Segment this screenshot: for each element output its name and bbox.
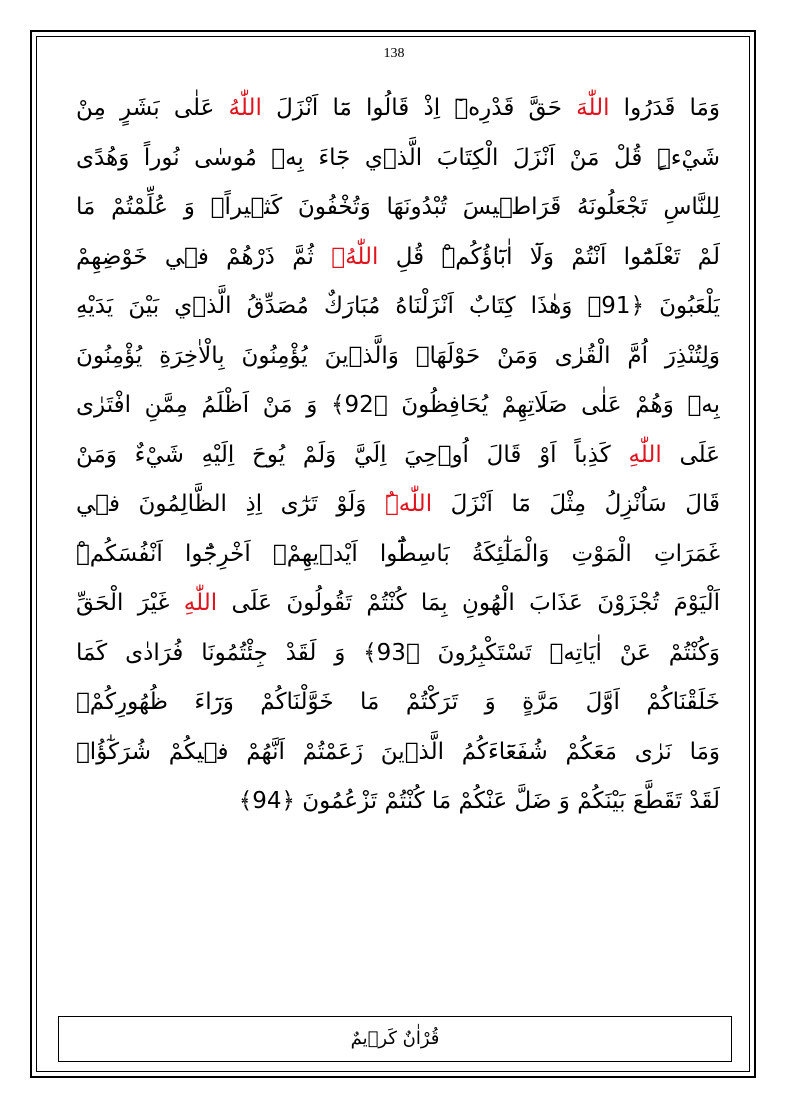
footer-title: قُرْاٰنٌ كَر۪يمٌ — [350, 1028, 440, 1049]
verse-text-block — [76, 84, 720, 827]
verse-line-5: يَلْعَبُونَ ﴿91﴾ وَهٰذَا كِتَابٌ اَنْزَلْنَاهُ مُبَارَكٌ مُصَدِّقُ الَّذ۪ي بَيْنَ يَدَيْهِ — [76, 293, 720, 319]
verse-line-14: وَمَا نَرٰى مَعَكُمْ شُفَعَٓاءَكُمُ الَّذ۪ينَ زَعَمْتُمْ اَنَّهُمْ ف۪يكُمْ شُرَكٰٓؤُاۜ — [76, 738, 720, 765]
verse-line-13: خَلَقْنَاكُمْ اَوَّلَ مَرَّةٍ وَ تَرَكْتُمْ مَا خَوَّلْنَاكُمْ وَرَٓاءَ ظُهُورِكُمْۚ — [76, 689, 720, 715]
divine-name: اللّٰه — [576, 95, 610, 121]
verse-line-10: غَمَرَاتِ الْمَوْتِ وَالْمَلٰٓئِكَةُ بَاسِطُٓوا اَيْد۪يهِمْۚ اَخْرِجُٓوا اَنْفُسَكُمْۜ — [76, 540, 720, 567]
divine-name: اللّٰه — [628, 441, 662, 468]
divine-name: اللّٰه — [183, 590, 218, 616]
divine-name: اللّٰه — [384, 491, 433, 517]
verse-line-9: قَالَ سَاُنْزِلُ مِثْلَ مَٓا اَنْزَلَ اللّٰهُۜ وَلَوْ تَرٰٓى اِذِ الظَّالِمُونَ ف۪ي — [76, 491, 720, 517]
verse-line-6: وَلِتُنْذِرَ اُمَّ الْقُرٰى وَمَنْ حَوْلَهَاۜ وَالَّذ۪ينَ يُؤْمِنُونَ بِالْاٰخِرَةِ يُؤْمِنُونَ — [76, 342, 720, 369]
verse-line-7: بِه۪ وَهُمْ عَلٰى صَلَاتِهِمْ يُحَافِظُونَ ﴿92﴾ وَ مَنْ اَظْلَمُ مِمَّنِ افْتَرٰى — [76, 392, 720, 418]
verse-line-2: شَيْءٍۜ قُلْ مَنْ اَنْزَلَ الْكِتَابَ الَّذ۪ي جَٓاءَ بِه۪ مُوسٰى نُوراً وَهُدًى — [76, 144, 720, 171]
divine-name: اللّٰه — [228, 95, 262, 121]
verse-line-4: لَمْ تَعْلَمُٓوا اَنْتُمْ وَلَٓا اٰبَٓاؤُكُمْۜ قُلِ اللّٰهُۙ ثُمَّ ذَرْهُمْ ف۪ي خَوْضِهِمْ — [76, 243, 720, 270]
verse-line-3: لِلنَّاسِ تَجْعَلُونَهُ قَرَاط۪يسَ تُبْدُونَهَا وَتُخْفُونَ كَث۪يراًۚ وَ عُلِّمْتُمْ مَا — [76, 194, 720, 220]
verse-line-12: وَكُنْتُمْ عَنْ اٰيَاتِه۪ تَسْتَكْبِرُونَ ﴿93﴾ وَ لَقَدْ جِئْتُمُونَا فُرَادٰى كَمَا — [76, 639, 720, 666]
verse-line-1: وَمَا قَدَرُوا اللّٰهَ حَقَّ قَدْرِهٖٓ اِذْ قَالُوا مَٓا اَنْزَلَ اللّٰهُ عَلٰى بَشَرٍ مِنْ — [76, 95, 720, 121]
verse-line-11: اَلْيَوْمَ تُجْزَوْنَ عَذَابَ الْهُونِ بِمَا كُنْتُمْ تَقُولُونَ عَلَى اللّٰهِ غَيْرَ الْحَقِّ — [76, 590, 720, 616]
footer-title-box — [58, 1016, 732, 1062]
verse-line-8: عَلَى اللّٰهِ كَذِباً اَوْ قَالَ اُو۫حِيَ اِلَيَّ وَلَمْ يُوحَ اِلَيْهِ شَيْءٌ وَمَنْ — [76, 441, 720, 468]
verse-line-15: لَقَدْ تَقَطَّعَ بَيْنَكُمْ وَ ضَلَّ عَنْكُمْ مَا كُنْتُمْ تَزْعُمُونَ ﴿94﴾ — [238, 788, 720, 814]
page-number: 138 — [383, 46, 405, 61]
divine-name: اللّٰه — [331, 243, 379, 270]
